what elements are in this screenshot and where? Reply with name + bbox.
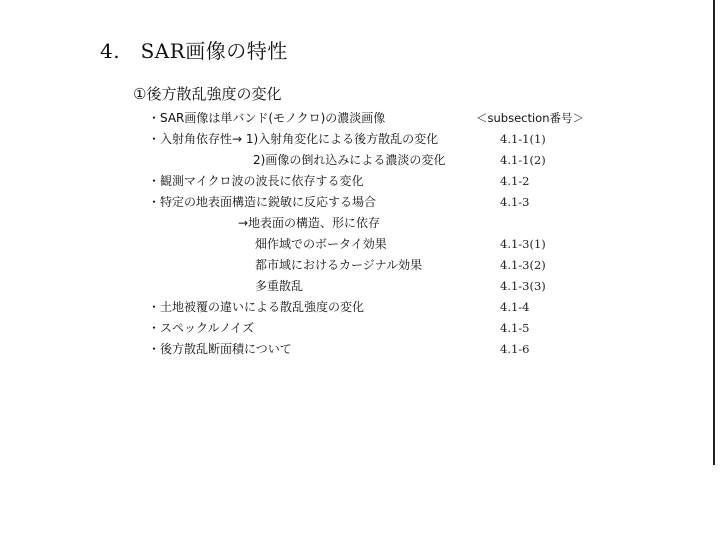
subsection-ref: 4.1-3(2) [500, 258, 546, 272]
section-heading: ①後方散乱強度の変化 [133, 85, 282, 103]
subsection-ref: 4.1-3 [500, 195, 530, 209]
item-text: ・土地被覆の違いによる散乱強度の変化 [148, 300, 365, 314]
item-text: ・観測マイクロ波の波長に依存する変化 [148, 174, 364, 188]
item-text: ・後方散乱断面積について [148, 342, 292, 356]
item-text: ・スペックルノイズ [148, 321, 254, 335]
item-text: 2)画像の倒れ込みによる濃淡の変化 [253, 153, 446, 167]
subsection-ref: 4.1-2 [500, 174, 530, 188]
item-text: ・入射角依存性→ 1)入射角変化による後方散乱の変化 [148, 132, 439, 146]
subsection-number-header: ＜subsection番号＞ [476, 111, 584, 125]
item-text: 多重散乱 [255, 279, 304, 293]
subsection-ref: 4.1-3(3) [500, 279, 546, 293]
page-title: 4. SAR画像の特性 [100, 39, 288, 63]
item-text: ・SAR画像は単バンド(モノクロ)の濃淡画像 [148, 111, 386, 125]
subsection-ref: 4.1-3(1) [500, 237, 546, 251]
subsection-ref: 4.1-6 [500, 342, 530, 356]
item-text: 都市域におけるカージナル効果 [255, 258, 423, 272]
right-border-line [713, 0, 715, 465]
subsection-ref: 4.1-1(1) [500, 132, 546, 146]
item-text: 畑作域でのボータイ効果 [255, 237, 387, 251]
subsection-ref: 4.1-1(2) [500, 153, 546, 167]
item-text: →地表面の構造、形に依存 [238, 216, 381, 230]
subsection-ref: 4.1-5 [500, 321, 530, 335]
subsection-ref: 4.1-4 [500, 300, 530, 314]
item-text: ・特定の地表面構造に鋭敏に反応する場合 [148, 195, 377, 209]
